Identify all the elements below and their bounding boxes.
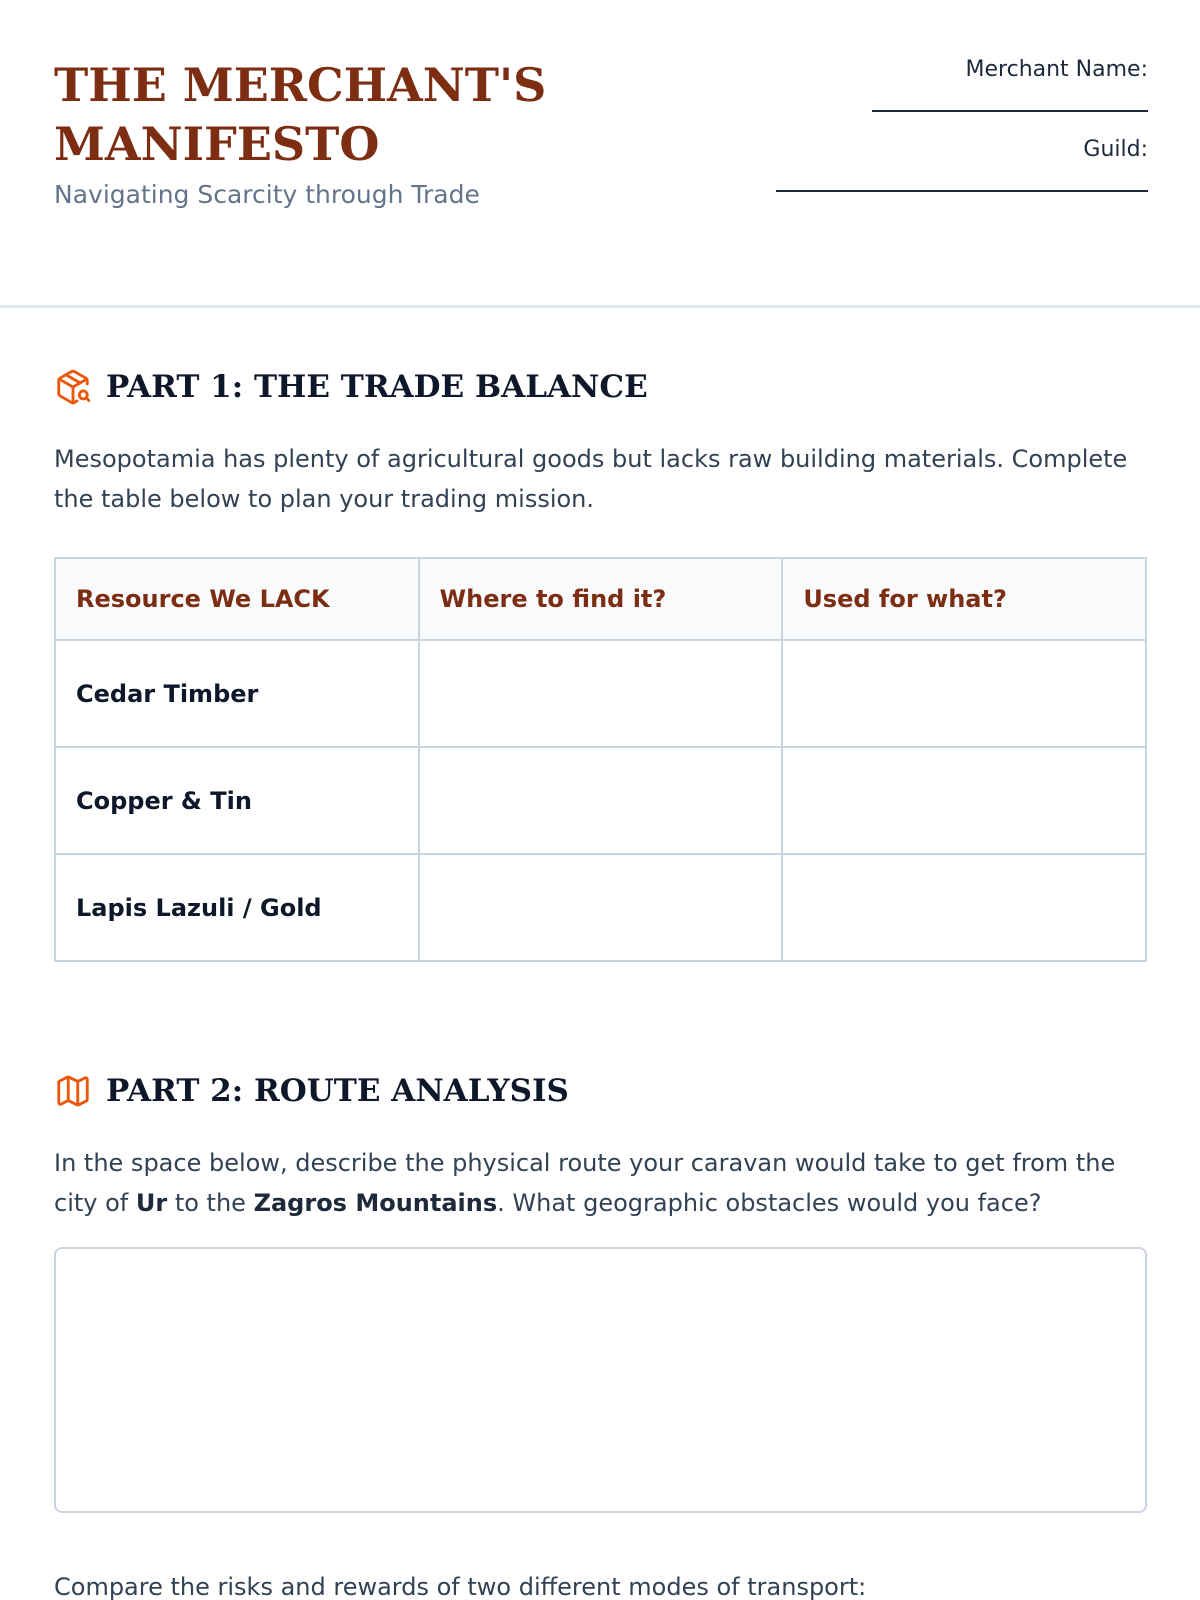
trade-balance-table [54,557,1147,962]
table-row [55,640,1146,747]
used-for-cell[interactable] [782,640,1146,747]
route-answer-box[interactable] [54,1247,1147,1513]
table-row [55,747,1146,854]
guild-label: Guild: [1083,137,1148,162]
map-icon [54,1072,92,1110]
part2-prompt [54,1143,1164,1223]
package-search-icon [54,368,92,406]
used-for-cell[interactable] [782,854,1146,961]
prompt-text: to the [167,1189,254,1217]
used-for-cell[interactable] [782,747,1146,854]
table-row [55,854,1146,961]
part2-heading [54,1072,569,1110]
merchant-name-label: Merchant Name: [965,57,1148,82]
worksheet-subtitle: Navigating Scarcity through Trade [54,180,480,209]
guild-line[interactable] [776,190,1148,192]
resource-cell: Lapis Lazuli / Gold [55,854,419,961]
resource-cell: Cedar Timber [55,640,419,747]
column-header-used-for: Used for what? [782,558,1146,640]
column-header-where: Where to find it? [419,558,783,640]
prompt-text: . What geographic obstacles would you face? [497,1189,1042,1217]
worksheet-title: THE MERCHANT'S MANIFESTO [54,58,547,171]
column-header-resource: Resource We LACK [55,558,419,640]
prompt-text: In the space below, describe the physical route your caravan would take to get from the city of [54,1149,1116,1217]
part1-title: PART 1: THE TRADE BALANCE [106,369,648,405]
worksheet-header [0,0,1200,308]
where-cell[interactable] [419,854,783,961]
part1-heading [54,368,648,406]
where-cell[interactable] [419,640,783,747]
resource-cell: Copper & Tin [55,747,419,854]
part2-title: PART 2: ROUTE ANALYSIS [106,1073,569,1109]
merchant-name-line[interactable] [872,110,1148,112]
origin-city: Ur [135,1189,168,1217]
compare-prompt: Compare the risks and rewards of two different modes of transport: [54,1573,867,1600]
table-header-row [55,558,1146,640]
where-cell[interactable] [419,747,783,854]
destination: Zagros Mountains [253,1189,498,1217]
part1-intro: Mesopotamia has plenty of agricultural goods but lacks raw building materials. Complete the table below to plan your trading mission. [54,445,1128,513]
